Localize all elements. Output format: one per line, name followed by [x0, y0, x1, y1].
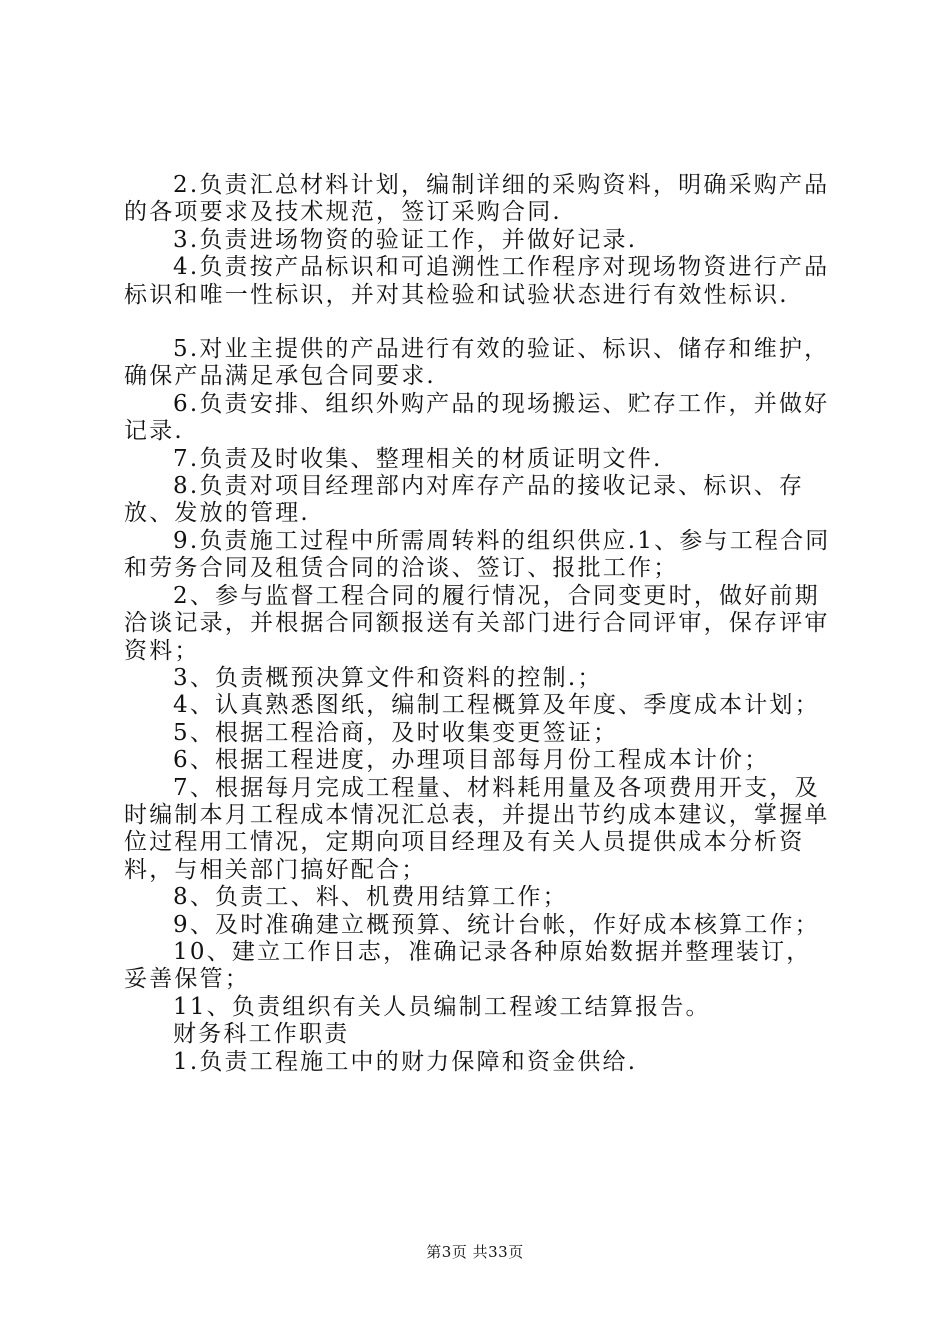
paragraph: 11、负责组织有关人员编制工程竣工结算报告。: [173, 993, 711, 1020]
paragraph: 10、建立工作日志，准确记录各种原始数据并整理装订，妥善保管；: [124, 938, 812, 993]
paragraph: 9.负责施工过程中所需周转料的组织供应.1、参与工程合同和劳务合同及租赁合同的洽谈、签订、报批工作；: [124, 527, 831, 582]
paragraph: 3、负责概预决算文件和资料的控制.；: [173, 664, 603, 691]
paragraph: 5、根据工程洽商，及时收集变更签证；: [173, 719, 619, 746]
paragraph: 1.负责工程施工中的财力保障和资金供给.: [173, 1048, 638, 1075]
paragraph: 4、认真熟悉图纸，编制工程概算及年度、季度成本计划；: [173, 692, 820, 719]
paragraph: 8.负责对项目经理部内对库存产品的接收记录、标识、存放、发放的管理.: [124, 473, 805, 527]
paragraph: 7.负责及时收集、整理相关的材质证明文件.: [173, 445, 663, 472]
paragraph: 9、及时准确建立概预算、统计台帐，作好成本核算工作；: [173, 911, 820, 938]
page-number: 第3页 共33页: [426, 1243, 524, 1261]
paragraph: 6.负责安排、组织外购产品的现场搬运、贮存工作，并做好记录.: [124, 390, 830, 445]
paragraph: 3.负责进场物资的验证工作，并做好记录.: [173, 226, 638, 253]
paragraph: 7、根据每月完成工程量、材料耗用量及各项费用开支，及时编制本月工程成本情况汇总表，并提出节约成本建议，掌握单位过程用工情况，定期向项目经理及有关人员提供成本分析资料，与相关部门搞好配合；: [124, 774, 830, 883]
paragraph: 8、负责工、料、机费用结算工作；: [173, 884, 568, 911]
paragraph: 2、参与监督工程合同的履行情况，合同变更时，做好前期洽谈记录，并根据合同额报送有关部门进行合同评审，保存评审资料；: [124, 582, 830, 664]
paragraph: 6、根据工程进度，办理项目部每月份工程成本计价；: [173, 747, 770, 774]
section-heading: 财务科工作职责: [173, 1021, 350, 1048]
paragraph: 5.对业主提供的产品进行有效的验证、标识、储存和维护，确保产品满足承包合同要求.: [124, 336, 830, 390]
document-body: [124, 172, 836, 1076]
paragraph: 4.负责按产品标识和可追溯性工作程序对现场物资进行产品标识和唯一性标识，并对其检验和试验状态进行有效性标识.: [124, 254, 830, 308]
paragraph: 2.负责汇总材料计划，编制详细的采购资料，明确采购产品的各项要求及技术规范，签订采购合同.: [124, 172, 830, 226]
